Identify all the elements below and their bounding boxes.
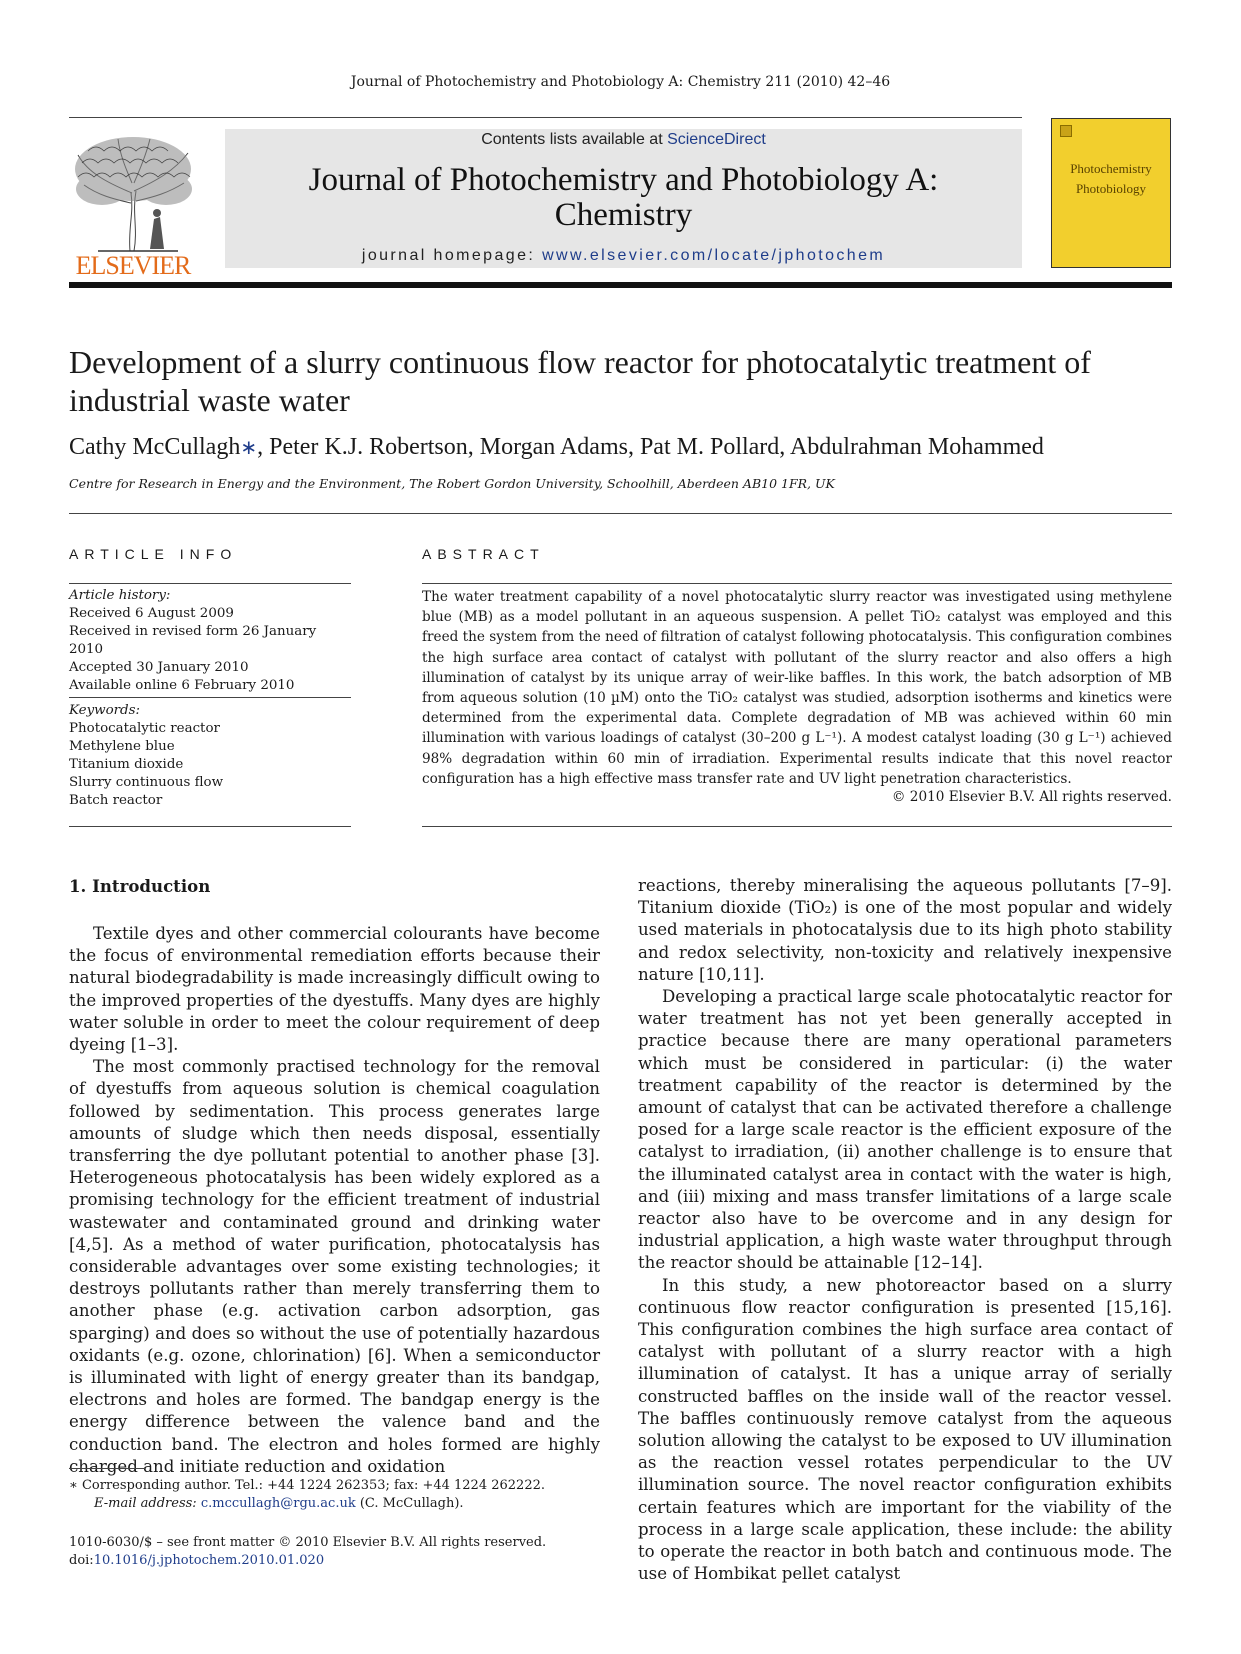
elsevier-logo[interactable] [68, 133, 198, 280]
abstract-copyright: © 2010 Elsevier B.V. All rights reserved. [891, 789, 1172, 805]
contents-line [225, 131, 1022, 149]
article-info-rule-top [69, 583, 351, 584]
footnote-rule [69, 1468, 145, 1469]
first-author: Cathy McCullagh [69, 434, 241, 460]
cover-title-line-1: Photochemistry [1070, 161, 1152, 176]
introduction-heading: 1. Introduction [69, 876, 211, 896]
article-history-label: Article history: [69, 588, 171, 603]
keyword-item: Batch reactor [69, 793, 163, 808]
abstract-rule-bottom [422, 826, 1172, 827]
article-title-line-2: industrial waste water [69, 382, 350, 418]
email-note [69, 1495, 609, 1513]
body-paragraph: The most commonly practised technology for the removal of dyestuffs from aqueous solution is chemical coagulation followed by sedimentation. This process generates large amounts of sludge which then needs disposal, essentially transferring the dye pollutant potential to another phase [3]. Heterogeneous photocatalysis has been widely explored as a promising technology for the efficient treatment of industrial wastewater and contaminated ground and drinking water [4,5]. As a method of water purification, photocatalysis has considerable advantages over some existing technologies; it destroys pollutants rather than merely transferring them to another phase (e.g. activation carbon adsorption, gas sparging) and does so without the use of potentially hazardous oxidants (e.g. ozone, chlorination) [6]. When a semiconductor is illuminated with light of energy greater than its bandgap, electrons and holes are formed. The bandgap energy is the energy difference between the valence band and the conduction band. The electron and holes formed are highly charged and initiate reduction and oxidation [69, 1057, 600, 1476]
body-paragraph: Developing a practical large scale photocatalytic reactor for water treatment has not yet been generally accepted in practice because there are many operational parameters which must be considered in particular: (i) the water treatment capability of the reactor is determined by the amount of catalyst that can be activated therefore a challenge posed for a large scale reactor is the efficient exposure of the catalyst to irradiation, (ii) another challenge is to ensure that the illuminated catalyst area in contact with the water is high, and (iii) mixing and mass transfer limitations of a large scale reactor also have to be overcome and in any design for industrial application, a high waste water throughput through the reactor should be attainable [12–14]. [638, 987, 1172, 1273]
doi-line [69, 1552, 609, 1570]
body-column-left [69, 923, 600, 1478]
homepage-link[interactable]: www.elsevier.com/locate/jphotochem [542, 247, 886, 264]
header-rule [69, 117, 1022, 118]
cover-title-line-2: Photobiology [1075, 181, 1147, 196]
doi-link[interactable]: 10.1016/j.jphotochem.2010.01.020 [93, 1553, 325, 1568]
history-item: Accepted 30 January 2010 [69, 660, 249, 675]
article-info-rule-bottom [69, 826, 351, 827]
article-history [69, 587, 351, 695]
body-paragraph: reactions, thereby mineralising the aqueous pollutants [7–9]. Titanium dioxide (TiO₂) is one of the most popular and widely used materials in photocatalysis due to its high photo stability and redox selectivity, non-toxicity and relatively inexpensive nature [10,11]. [638, 876, 1172, 984]
corresponding-author-marker[interactable]: ∗ [240, 437, 258, 459]
article-info-rule-middle [69, 697, 351, 698]
abstract-text: The water treatment capability of a novel photocatalytic slurry reactor was investigated using methylene blue (MB) as a model pollutant in an aqueous suspension. A pellet TiO₂ catalyst was employed and this freed the system from the need of filtration of catalyst following photocatalysis. This configuration combines the high surface area contact of catalyst with pollutant of the slurry reactor and also offers a high illumination of catalyst by its unique array of weir-like baffles. In this work, the batch adsorption of MB from aqueous solution (10 µM) onto the TiO₂ catalyst was studied, adsorption isotherms and kinetics were determined from the experimental data. Complete degradation of MB was achieved within 60 min illumination with various loadings of catalyst (30–200 g L⁻¹). A modest catalyst loading (30 g L⁻¹) achieved 98% degradation within 60 min of irradiation. Experimental results indicate that this novel reactor configuration has a high effective mass transfer rate and UV light penetration characteristics. [422, 589, 1172, 787]
journal-title-line-1: Journal of Photochemistry and Photobiology A: [308, 162, 939, 198]
author-list [69, 434, 1179, 461]
article-title [69, 343, 1179, 419]
homepage-prefix: journal homepage: [361, 247, 543, 264]
keyword-item: Slurry continuous flow [69, 775, 224, 790]
footnote-star: ∗ [69, 1478, 78, 1493]
keyword-item: Methylene blue [69, 739, 175, 754]
body-paragraph: In this study, a new photoreactor based on a slurry continuous flow reactor configuration is presented [15,16]. This configuration combines the high surface area contact of catalyst with pollutant of a slurry reactor with a high illumination of catalyst. It has a unique array of serially constructed baffles on the inside wall of the reactor vessel. The baffles continuously remove catalyst from the aqueous solution allowing the catalyst to be exposed to UV illumination as the reaction vessel rotates perpendicular to the UV illumination source. The novel reactor configuration exhibits certain features which are important for the viability of the process in a large scale application, these include: the ability to operate the reactor in both batch and continuous mode. The use of Hombikat pellet catalyst [638, 1275, 1172, 1584]
keywords [69, 702, 351, 810]
corresponding-author-note [69, 1477, 609, 1495]
body-paragraph: Textile dyes and other commercial colourants have become the focus of environmental remediation efforts because their natural biodegradability is made increasingly difficult owing to the improved properties of the dyestuffs. Many dyes are highly water soluble in order to meet the colour requirement of deep dyeing [1–3]. [69, 924, 600, 1055]
affiliation: Centre for Research in Energy and the Environment, The Robert Gordon University, Schoolhill, Aberdeen AB10 1FR, UK [69, 476, 835, 491]
cover-title [1052, 159, 1170, 199]
title-rule [69, 513, 1172, 514]
cover-badge-icon [1060, 125, 1072, 137]
masthead-rule [69, 282, 1172, 288]
front-matter [69, 1534, 609, 1570]
keyword-item: Titanium dioxide [69, 757, 184, 772]
keyword-item: Photocatalytic reactor [69, 721, 220, 736]
email-suffix: (C. McCullagh). [355, 1496, 464, 1511]
elsevier-tree-icon [68, 133, 198, 253]
article-title-line-1: Development of a slurry continuous flow reactor for photocatalytic treatment of [69, 344, 1091, 380]
running-head: Journal of Photochemistry and Photobiology A: Chemistry 211 (2010) 42–46 [350, 74, 891, 90]
keywords-label: Keywords: [69, 703, 141, 718]
homepage-line [225, 247, 1022, 265]
email-link[interactable]: c.mccullagh@rgu.ac.uk [200, 1496, 356, 1511]
doi-prefix: doi: [69, 1553, 94, 1568]
article-info-heading: ARTICLE INFO [69, 546, 238, 562]
journal-banner [225, 129, 1022, 268]
history-item: Received 6 August 2009 [69, 606, 234, 621]
journal-title-line-2: Chemistry [554, 197, 693, 233]
issn-line: 1010-6030/$ – see front matter © 2010 Elsevier B.V. All rights reserved. [69, 1535, 547, 1550]
elsevier-wordmark: ELSEVIER [75, 251, 191, 280]
history-item: Received in revised form 26 January 2010 [69, 624, 317, 657]
corresponding-text: Corresponding author. Tel.: +44 1224 262353; fax: +44 1224 262222. [77, 1478, 545, 1493]
abstract-heading: ABSTRACT [422, 546, 545, 562]
journal-cover-thumbnail[interactable] [1051, 118, 1171, 268]
abstract-rule-top [422, 583, 1172, 584]
sciencedirect-link[interactable]: ScienceDirect [667, 131, 766, 148]
email-label: E-mail address: [94, 1496, 197, 1511]
contents-prefix: Contents lists available at [481, 131, 668, 148]
body-column-right [638, 875, 1172, 1586]
history-item: Available online 6 February 2010 [69, 678, 295, 693]
other-authors: , Peter K.J. Robertson, Morgan Adams, Pat M. Pollard, Abdulrahman Mohammed [257, 434, 1044, 460]
footnote [69, 1477, 609, 1513]
journal-title [225, 163, 1022, 233]
